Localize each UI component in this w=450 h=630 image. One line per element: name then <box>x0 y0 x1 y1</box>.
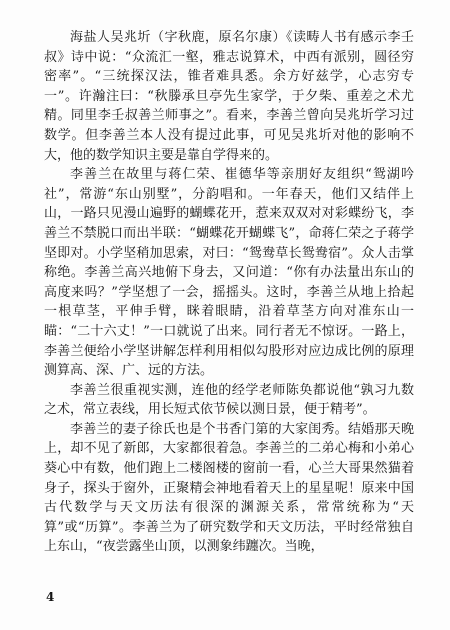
body-text <box>44 28 414 557</box>
paragraph-3: 李善兰很重视实测，连他的经学老师陈奂都说他“孰习九数之术，常立表线，用长短式依节候以测日景，便于精考”。 <box>44 382 414 418</box>
paragraph-1: 海盐人吴兆圻（字秋鹿，原名尔康）《读畴人书有感示李壬叔》诗中说：“众流汇一壑，雅志说算术，中西有派别，圆径穷密率”。“三统探汉法，锥者难具悉。余方好兹学，心志穷专一”。许瀚注曰：“秋滕承旦亭先生家学，于夕柴、重差之术尤精。同里李壬叔善兰师事之”。看来，李善兰曾向吴兆圻学习过数学。但李善兰本人没有提过此事，可见吴兆圻对他的影响不大，他的数学知识主要是靠自学得来的。 <box>44 30 414 163</box>
paragraph-4: 李善兰的妻子徐氏也是个书香门第的大家闺秀。结婚那天晚上，却不见了新郎，大家都很着急。李善兰的二弟心梅和小弟心葵心中有数，他们跑上二楼阁楼的窗前一看，心兰大哥果然猫着身子，探头于窗外，正聚精会神地看着天上的星星呢！原来中国古代数学与天文历法有很深的渊源关系，常常统称为“天算”或“历算”。李善兰为了研究数学和天文历法，平时经常独自上东山，“夜尝露坐山顶，以测象纬躔次。当晚， <box>44 421 414 555</box>
page-number: 4 <box>46 590 55 604</box>
paragraph-2: 李善兰在故里与蒋仁荣、崔德华等亲朋好友组织“鸳湖吟社”，常游“东山别墅”，分韵唱和。一年春天，他们又结伴上山，一路只见漫山遍野的蝴蝶花开，惹来双双对对彩蝶纷飞，李善兰不禁脱口而出半联：“蝴蝶花开蝴蝶飞”，命蒋仁荣之子蒋学坚即对。小学坚稍加思索，对曰：“鸳鸯草长鸳鸯宿”。众人击掌称绝。李善兰高兴地俯下身去，又问道：“你有办法量出东山的高度来吗？”学坚想了一会，摇摇头。这时，李善兰从地上拾起一根草茎，平伸手臂，眯着眼睛，沿着草茎方向对准东山一瞄：“二十六丈！”一口就说了出来。同行者无不惊讶。一路上，李善兰便给小学坚讲解怎样利用相似勾股形对应边成比例的原理测算高、深、广、远的方法。 <box>44 167 414 379</box>
